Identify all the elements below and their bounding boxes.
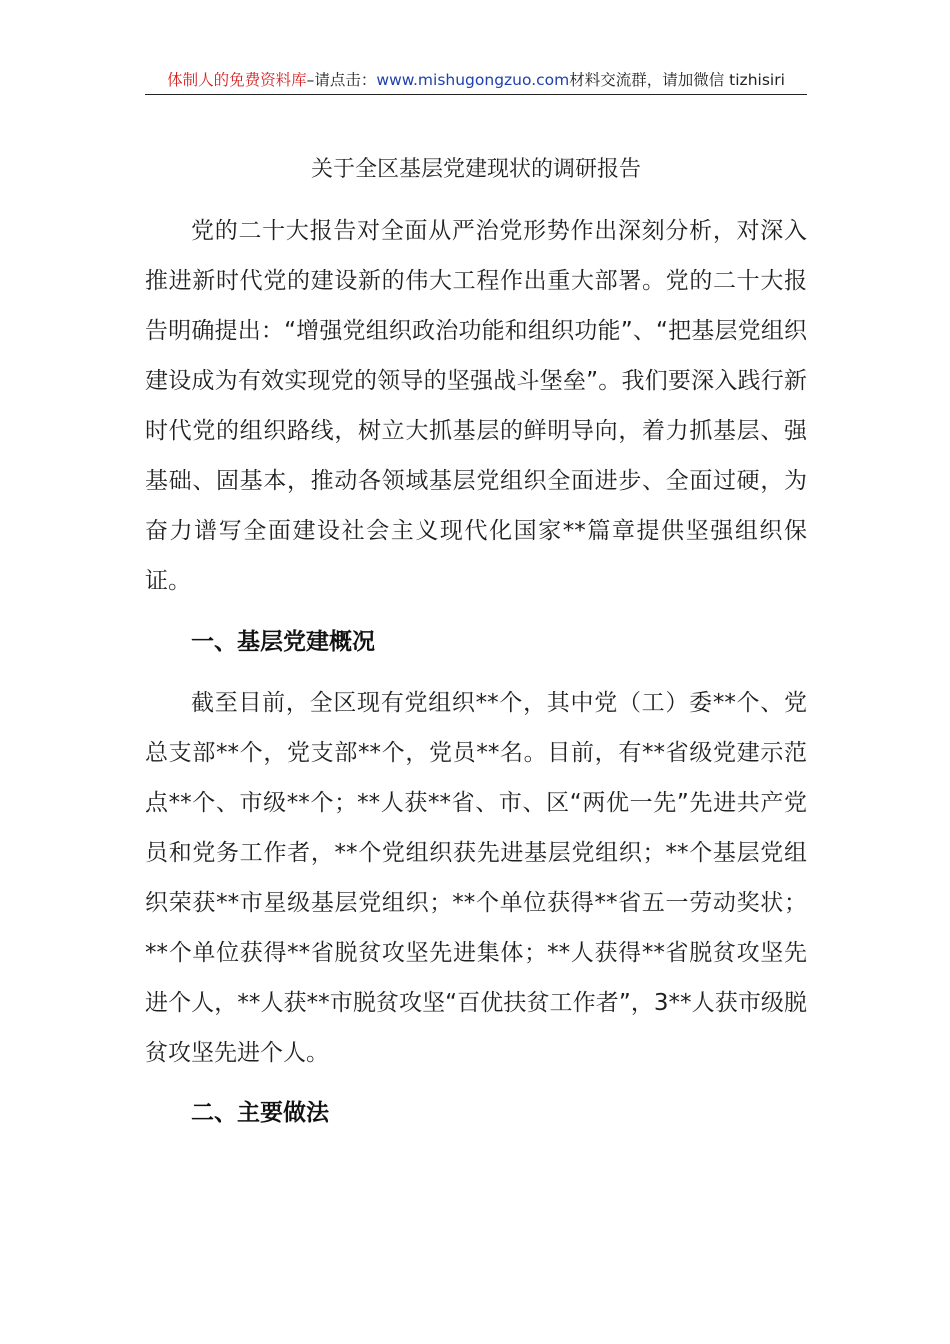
section-heading-practices: 二、主要做法: [191, 1100, 329, 1126]
overview-paragraph: 截至目前，全区现有党组织**个，其中党（工）委**个、党总支部**个，党支部**个，党员**名。目前，有**省级党建示范点**个、市级**个；**人获**省、市、区“两优一先”先进共产党员和党务工作者，**个党组织获先进基层党组织；**个基层党组织荣获**市星级基层党组织；**个单位获得**省五一劳动奖状；**个单位获得**省脱贫攻坚先进集体；**人获得**省脱贫攻坚先进个人，**人获**市脱贫攻坚“百优扶贫工作者”，3**人获市级脱贫攻坚先进个人。: [145, 690, 807, 1066]
header-divider: [145, 94, 807, 95]
header-url-link[interactable]: www.mishugongzuo.com: [376, 71, 570, 89]
page-header: [145, 68, 807, 92]
section-heading-overview: 一、基层党建概况: [191, 629, 375, 655]
document-title: 关于全区基层党建现状的调研报告: [310, 157, 641, 182]
header-site-name: 体制人的免费资料库: [167, 71, 307, 89]
intro-paragraph: 党的二十大报告对全面从严治党形势作出深刻分析，对深入推进新时代党的建设新的伟大工程作出重大部署。党的二十大报告明确提出：“增强党组织政治功能和组织功能”、“把基层党组织建设成为有效实现党的领导的坚强战斗堡垒”。我们要深入践行新时代党的组织路线，树立大抓基层的鲜明导向，着力抓基层、强基础、固基本，推动各领域基层党组织全面进步、全面过硬，为奋力谱写全面建设社会主义现代化国家**篇章提供坚强组织保证。: [145, 218, 807, 594]
header-prompt: –请点击：: [306, 71, 377, 89]
header-contact: 材料交流群，请加微信 tizhisiri: [569, 71, 785, 89]
